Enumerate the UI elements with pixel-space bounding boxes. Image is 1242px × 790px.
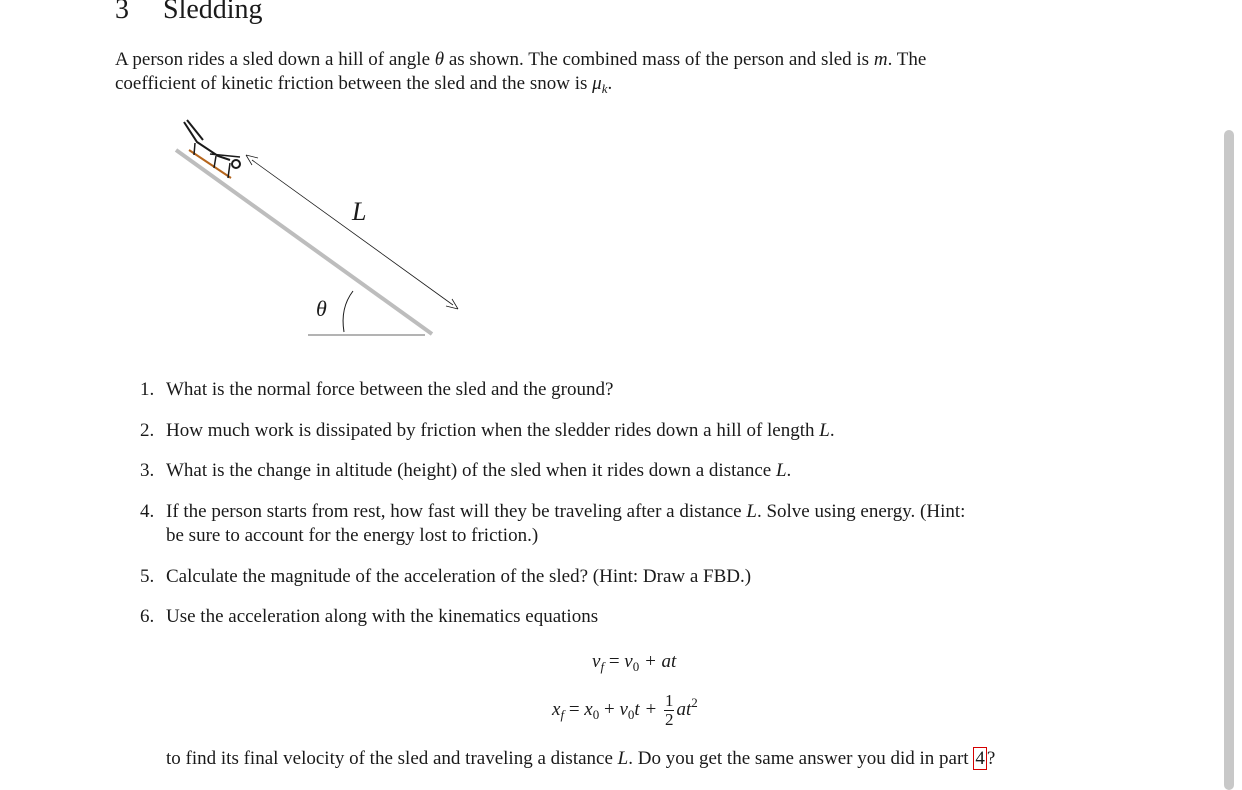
length-arrow xyxy=(252,160,453,305)
question-6-conclusion: to find its final velocity of the sled and traveling a distance L. Do you get the same answer you did in part 4 ? xyxy=(166,748,996,769)
question-6: 6. Use the acceleration along with the kinematics equations xyxy=(140,606,599,627)
section-title: Sledding xyxy=(163,0,263,25)
question-4-continued: be sure to account for the energy lost to friction.) xyxy=(166,525,539,546)
part-4-reference-link[interactable]: 4 xyxy=(975,748,985,769)
question-3: 3. What is the change in altitude (height) of the sled when it rides down a distance L. xyxy=(140,460,792,481)
sled-diagram xyxy=(0,0,600,360)
intro-line-1: A person rides a sled down a hill of angle θ as shown. The combined mass of the person and sled is m. The xyxy=(115,49,927,70)
velocity-equation: $v_f = v_0$ + at xyxy=(592,651,677,674)
question-4: 4. If the person starts from rest, how fast will they be traveling after a distance L. Solve using energy. (Hint: xyxy=(140,501,966,522)
question-1: 1. What is the normal force between the sled and the ground? xyxy=(140,379,614,400)
question-5: 5. Calculate the magnitude of the acceleration of the sled? (Hint: Draw a FBD.) xyxy=(140,566,752,587)
intro-line-2: coefficient of kinetic friction between the sled and the snow is $\mu_k$. xyxy=(115,73,613,96)
position-equation: $x_f = x_0 + v_0t$ + $\frac{1}{2}$ $at^2$ xyxy=(552,691,698,729)
angle-label: θ xyxy=(316,296,327,321)
fraction-one-half: $\frac{1}{2}$ xyxy=(664,691,674,729)
angle-arc xyxy=(343,291,353,332)
length-label: L xyxy=(352,197,367,226)
vertical-scrollbar[interactable] xyxy=(1224,130,1234,790)
sled-person xyxy=(184,120,240,178)
hill-slope xyxy=(176,150,432,334)
question-2: 2. How much work is dissipated by friction when the sledder rides down a hill of length L. xyxy=(140,420,835,441)
section-number: 3 xyxy=(115,0,129,25)
